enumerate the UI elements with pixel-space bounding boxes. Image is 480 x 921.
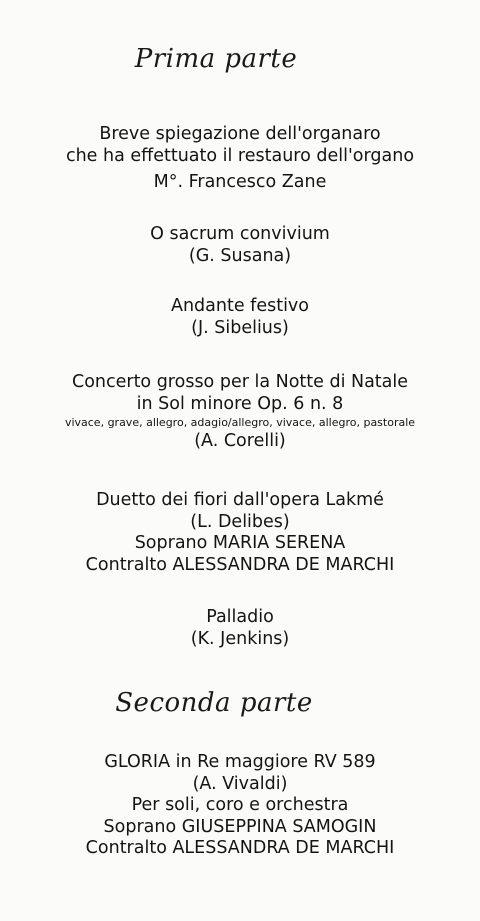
program-item-andante-festivo bbox=[0, 296, 480, 339]
item-composer: (A. Vivaldi) bbox=[192, 773, 288, 794]
program-item-o-sacrum bbox=[0, 224, 480, 267]
item-line: che ha effettuato il restauro dell'organo bbox=[65, 145, 415, 166]
item-performer: M°. Francesco Zane bbox=[153, 172, 327, 192]
item-composer: (G. Susana) bbox=[188, 245, 292, 266]
item-line: Breve spiegazione dell'organaro bbox=[99, 124, 381, 144]
item-title: O sacrum convivium bbox=[150, 224, 330, 244]
program-item-palladio bbox=[0, 607, 480, 650]
section-title-seconda-parte: Seconda parte bbox=[115, 688, 313, 718]
item-performer-contralto: Contralto ALESSANDRA DE MARCHI bbox=[85, 838, 395, 858]
item-composer: (L. Delibes) bbox=[190, 511, 290, 532]
item-title: Andante festivo bbox=[170, 296, 309, 316]
program-item-duetto-fiori bbox=[0, 490, 480, 576]
item-composer: (K. Jenkins) bbox=[190, 628, 290, 649]
item-performer-soprano: Soprano MARIA SERENA bbox=[134, 533, 346, 553]
item-subtitle: Per soli, coro e orchestra bbox=[131, 795, 349, 815]
program-item-gloria bbox=[0, 752, 480, 860]
item-title: GLORIA in Re maggiore RV 589 bbox=[104, 752, 376, 772]
item-title: Palladio bbox=[206, 607, 274, 627]
item-title: Duetto dei fiori dall'opera Lakmé bbox=[96, 490, 384, 510]
program-item-organ-restoration bbox=[0, 124, 480, 194]
item-title: Concerto grosso per la Notte di Natale bbox=[71, 372, 409, 392]
item-performer-soprano: Soprano GIUSEPPINA SAMOGIN bbox=[103, 816, 377, 837]
item-title-cont: in Sol minore Op. 6 n. 8 bbox=[136, 393, 344, 414]
program-item-concerto-grosso bbox=[0, 372, 480, 453]
item-performer-contralto: Contralto ALESSANDRA DE MARCHI bbox=[85, 554, 395, 575]
item-composer: (A. Corelli) bbox=[194, 431, 286, 451]
item-movements: vivace, grave, allegro, adagio/allegro, vivace, allegro, pastorale bbox=[64, 416, 416, 429]
item-composer: (J. Sibelius) bbox=[191, 317, 289, 338]
section-title-prima-parte: Prima parte bbox=[134, 44, 298, 74]
